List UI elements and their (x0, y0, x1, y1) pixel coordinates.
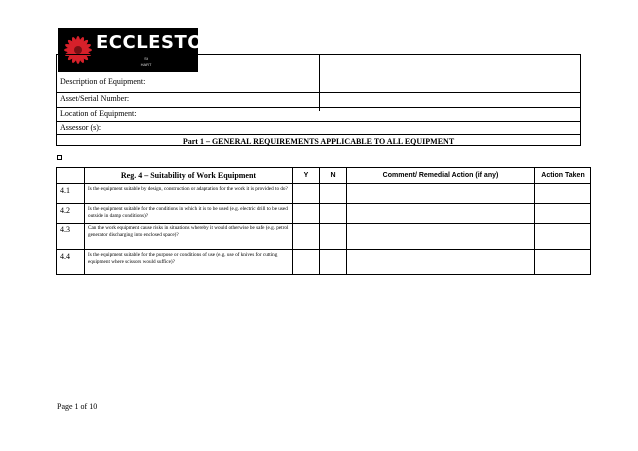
row-number: 4.3 (60, 225, 70, 234)
page-number: Page 1 of 10 (57, 402, 98, 411)
row-number: 4.1 (60, 186, 70, 195)
header-action-taken: Action Taken (541, 172, 585, 179)
question-text: Can the work equipment cause risks in situations whereby it would otherwise be safe (e.g. petrol generator discharging into enclosed space)? (88, 225, 289, 238)
row-divider (57, 183, 590, 184)
row-divider (57, 223, 590, 224)
row-number: 4.2 (60, 206, 70, 215)
logo-subline-2: HART (140, 62, 152, 67)
question-text: Is the equipment suitable for the purpose or conditions of use (e.g. use of knives for cutting equipment where scissors would suffice)? (88, 252, 278, 265)
part-heading: Part 1 – GENERAL REQUIREMENTS APPLICABLE TO ALL EQUIPMENT (182, 137, 455, 146)
row-number: 4.4 (60, 252, 70, 261)
header-yes: Y (303, 172, 309, 179)
row-divider (57, 107, 580, 108)
question-text: Is the equipment suitable by design, construction or adaptation for the work it is provided to do? (88, 186, 288, 192)
reg-4-table (56, 167, 591, 275)
description-label: Description of Equipment: (60, 77, 146, 86)
row-divider (57, 121, 580, 122)
logo-subline-1: St (144, 56, 148, 61)
row-divider (57, 203, 590, 204)
equipment-info-table (56, 54, 581, 146)
logo-wordmark: ECCLESTON (96, 32, 219, 53)
asset-serial-label: Asset/Serial Number: (60, 94, 130, 103)
row-divider (57, 134, 580, 135)
assessor-label: Assessor (s): (60, 123, 102, 132)
header-no: N (330, 172, 336, 179)
header-comment: Comment/ Remedial Action (if any) (382, 172, 499, 179)
column-divider (319, 55, 320, 111)
reg-4-title: Reg. 4 – Suitability of Work Equipment (120, 171, 257, 180)
row-divider (57, 249, 590, 250)
bullet-marker (57, 155, 62, 160)
row-divider (57, 92, 580, 93)
location-label: Location of Equipment: (60, 109, 137, 118)
question-text: Is the equipment suitable for the conditions in which it is to be used (e.g. electric drill to be used outside in damp conditions)? (88, 206, 288, 219)
